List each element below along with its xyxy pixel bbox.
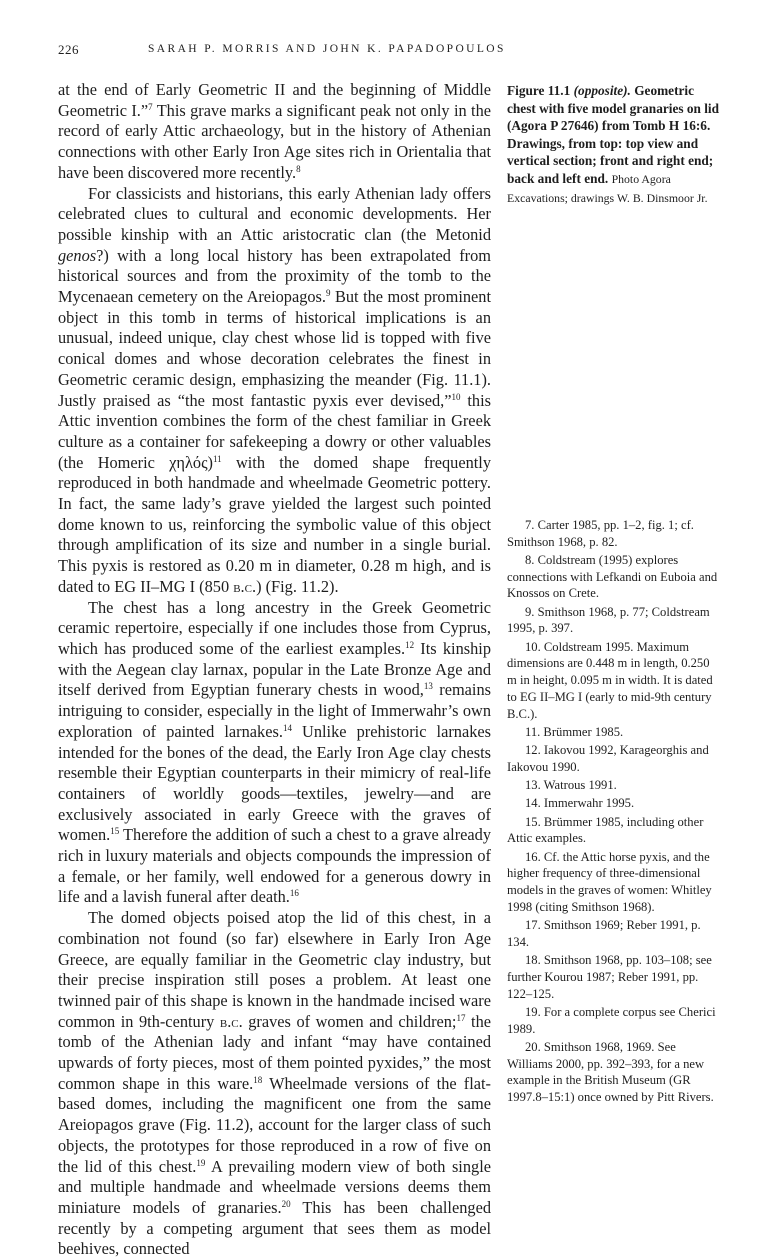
footnote-ref[interactable]: 13 <box>423 681 433 692</box>
footnote-8: 8. Coldstream (1995) explores connections with Lefkandi on Euboia and Knossos on Crete. <box>507 553 718 601</box>
body-paragraph-4: The domed objects poised atop the lid of this chest, in a combination not found (so far) elsewhere in Early Iron Age Greece, are equally familiar in the Geometric clay industry, but their precise inspiration still poses a problem. At least one twinned pair of this shape is known in the handmade incised ware common in 9th-century b.c. graves of women and children;$^{17}$ the tomb of the Athenian lady and infant “may have contained upwards of forty pieces, most of them pointed pyxides,” the most common shape in this ware.$^{18}$ Wheelmade versions of the flat-based domes, including the magnificent one from the same Areiopagos grave (Fig. 11.2), account for the larger class of such objects, the prototypes for those reproduced in a row of five on the lid of this chest.$^{19}$ A prevailing modern view of both single and multiple handmade and wheelmade versions deems them miniature models of granaries.$^{20}$ This has been challenged recently by a competing argument that sees them as model beehives, connected <box>58 908 492 1259</box>
caption-label: Figure 11.1 <box>507 83 571 98</box>
footnote-ref[interactable]: 20 <box>281 1198 291 1209</box>
footnote-ref[interactable]: 7 <box>148 101 153 112</box>
footnote-ref[interactable]: 19 <box>196 1157 206 1168</box>
running-head: SARAH P. MORRIS AND JOHN K. PAPADOPOULOS <box>148 43 506 55</box>
footnote-ref[interactable]: 17 <box>456 1012 466 1023</box>
body-paragraph-2: For classicists and historians, this early Athenian lady offers celebrated clues to cultural and economic developments. Her possible kinship with an Attic aristocratic clan (the Metonid genos?) with a long local history has been extrapolated from historical sources and from the proximity of the tomb to the Mycenaean cemetery on the Areiopagos.$^9$ But the most prominent object in this tomb in terms of historical implications is an unusual, indeed unique, clay chest whose lid is topped with five conical domes and whose decoration celebrates the finest in Geometric ceramic design, emphasizing the meander (Fig. 11.1). Justly praised as “the most fantastic pyxis ever devised,”$^{10}$ this Attic invention combines the form of the chest familiar in Greek culture as a container for safekeeping a dowry or other valuables (the Homeric χηλός)$^{11}$ with the domed shape frequently reproduced in both handmade and wheelmade Geometric pottery. In fact, the same lady’s grave yielded the largest such pointed dome known to us, reinforcing the symbolic value of this object through amplification of its size and number in a single burial. This pyxis is restored as 0.20 m in diameter, 0.28 m high, and is dated to EG II–MG I (850 b.c.) (Fig. 11.2). <box>58 183 491 596</box>
caption-position: (opposite). <box>573 83 631 98</box>
footnotes <box>507 517 719 1107</box>
main-text-column <box>58 80 491 1260</box>
caption-text: Geometric chest with five model granaries on lid (Agora P 27646) from Tomb H 16:6. Drawings, from top: top view and vertical section; front and right end; back and left end. <box>507 83 719 186</box>
footnote-11: 11. Brümmer 1985. <box>525 724 624 739</box>
footnote-ref[interactable]: 9 <box>326 288 331 299</box>
footnote-ref[interactable]: 11 <box>212 453 222 464</box>
footnote-15: 15. Brümmer 1985, including other Attic examples. <box>507 814 704 846</box>
body-paragraph-1: at the end of Early Geometric II and the beginning of Middle Geometric I.”$^7$ This grave marks a significant peak not only in the record of early Attic archaeology, but in the history of Athenian connections with other Early Iron Age sites rich in Orientalia that have been discovered more recently.$^8$ <box>58 80 491 182</box>
footnote-18: 18. Smithson 1968, pp. 103–108; see further Kourou 1987; Reber 1991, pp. 122–125. <box>507 953 712 1001</box>
body-paragraph-3: The chest has a long ancestry in the Greek Geometric ceramic repertoire, especially if one includes those from Cyprus, which has produced some of the earliest examples.$^{12}$ Its kinship with the Aegean clay larnax, popular in the Late Bronze Age and itself derived from Egyptian funerary chests in wood,$^{13}$ remains intriguing to consider, especially in the light of Immerwahr’s own exploration of painted larnakes.$^{14}$ Unlike prehistoric larnakes intended for the bones of the dead, the Early Iron Age clay chests resemble their Egyptian counterparts in their mimicry of real-life containers of worldly goods—textiles, jewelry—and are exclusively associated in early Greece with the graves of women.$^{15}$ Therefore the addition of such a chest to a grave already rich in luxury materials and objects compounds the impression of a female, or her family, well endowed for a generous dowry in life and a lavish funeral after death.$^{16}$ <box>58 597 491 907</box>
figure-caption <box>507 82 719 207</box>
footnote-10: 10. Coldstream 1995. Maximum dimensions are 0.448 m in length, 0.250 m in height, 0.095 m in width. It is dated to EG II–MG I (early to mid-9th century B.C.). <box>507 639 713 721</box>
footnote-9: 9. Smithson 1968, p. 77; Coldstream 1995, p. 397. <box>507 604 710 636</box>
footnote-13: 13. Watrous 1991. <box>525 778 617 793</box>
footnote-14: 14. Immerwahr 1995. <box>525 796 635 811</box>
page-number: 226 <box>58 42 79 57</box>
footnote-17: 17. Smithson 1969; Reber 1991, p. 134. <box>507 918 701 949</box>
caption-credit: Photo Agora Excavations; drawings W. B. Dinsmoor Jr. <box>507 171 708 205</box>
footnote-ref[interactable]: 16 <box>289 888 299 899</box>
page-header <box>58 42 718 62</box>
footnote-ref[interactable]: 12 <box>405 639 415 650</box>
footnote-12: 12. Iakovou 1992, Karageorghis and Iakovou 1990. <box>507 743 709 774</box>
footnote-ref[interactable]: 8 <box>296 163 301 174</box>
footnote-16: 16. Cf. the Attic horse pyxis, and the higher frequency of three-dimensional models in the graves of women: Whitley 1998 (citing Smithson 1968). <box>507 849 712 914</box>
footnote-ref[interactable]: 15 <box>110 826 120 837</box>
footnote-19: 19. For a complete corpus see Cherici 1989. <box>507 1004 716 1036</box>
footnote-ref[interactable]: 14 <box>282 722 292 733</box>
footnote-20: 20. Smithson 1968, 1969. See Williams 2000, pp. 392–393, for a new example in the British Museum (GR 1997.8–15:1) once owned by Pitt Rivers. <box>507 1039 714 1104</box>
footnote-7: 7. Carter 1985, pp. 1–2, fig. 1; cf. Smithson 1968, p. 82. <box>507 518 694 549</box>
footnote-ref[interactable]: 10 <box>451 391 461 402</box>
footnote-ref[interactable]: 18 <box>253 1074 263 1085</box>
